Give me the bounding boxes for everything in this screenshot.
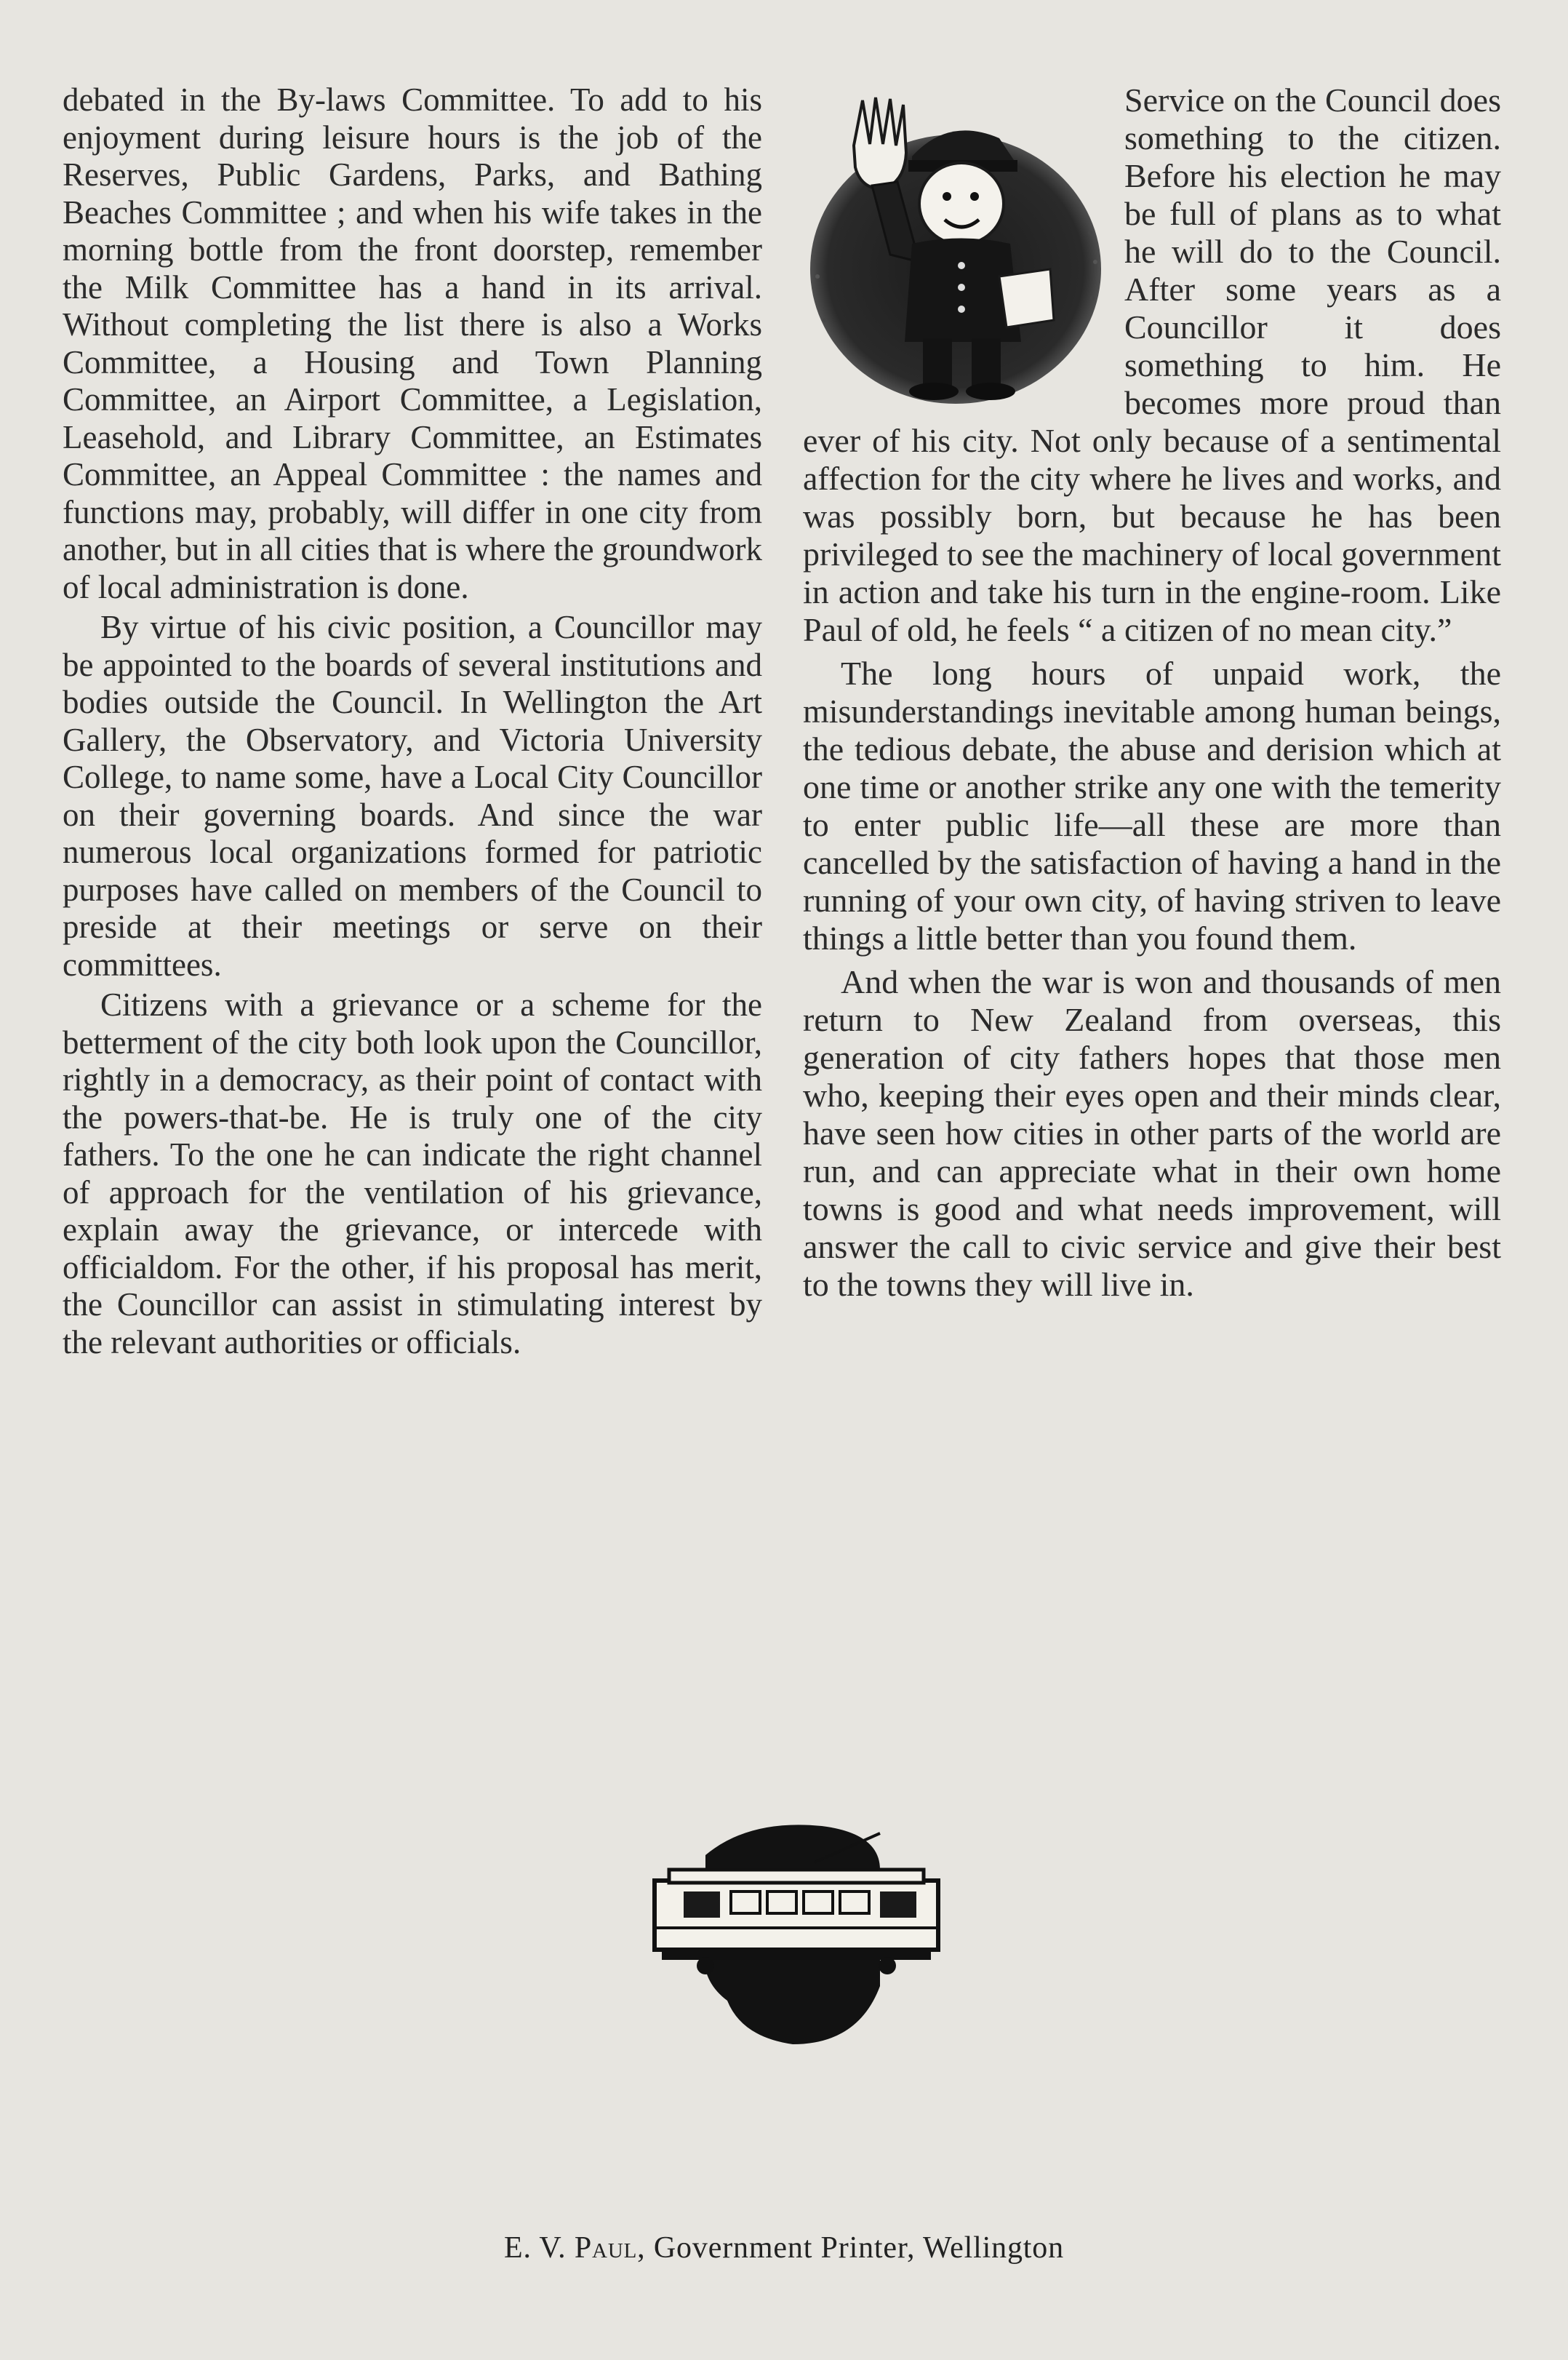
imprint-rest: Government Printer, Wellington <box>653 2231 1064 2265</box>
tram-illustration <box>640 1811 953 2052</box>
left-paragraph-1: debated in the By-laws Committee. To add to his enjoyment during leisure hours is the job of the Reserves, Public Gardens, Parks, and Bathing Beaches Committee ; and when his wife takes in the morning bottle from the front doorstep, remember the Milk Committee has a hand in its arrival. Without completing the list there is also a Works Committee, a Housing and Town Planning Committee, an Airport Committee, a Legislation, Leasehold, and Library Committee, an Estimates Committee, an Appeal Committee : the names and functions may, probably, will differ in one city from another, but in all cities that is where the groundwork of local administration is done. <box>63 81 762 605</box>
right-paragraph-2: The long hours of unpaid work, the misunderstandings inevitable among human beings, the tedious debate, the abuse and derision which at one time or another strike any one with the temerity to enter public life—all these are more than cancelled by the satisfaction of having a hand in the running of your own city, of having striven to leave things a little better than you found them. <box>803 655 1501 957</box>
left-paragraph-2: By virtue of his civic position, a Councillor may be appointed to the boards of several institutions and bodies outside the Council. In Wellington the Art Gallery, the Observatory, and Victoria University College, to name some, have a Local City Councillor on their governing boards. And since the war numerous local organizations formed for patriotic purposes have called on members of the Council to preside at their meetings or serve on their committees. <box>63 609 762 983</box>
imprint-initials: E. V. <box>504 2231 567 2265</box>
right-paragraph-1: Service on the Council does something to the citizen. Before his election he may be full of plans as to what he will do to the Council. After some years as a Councillor it does something to him. He becomes more proud than ever of his city. Not only because of a sentimental affection for the city where he lives and works, and was possibly born, but because he has been privileged to see the machinery of local government in action and take his turn in the engine-room. Like Paul of old, he feels “ a citizen of no mean city.” <box>803 81 1501 648</box>
left-paragraph-3: Citizens with a grievance or a scheme for the betterment of the city both look upon the Councillor, rightly in a democracy, as their point of contact with the powers-that-be. He is truly one of the city fathers. To the one he can indicate the right channel of approach for the ventilation of his grievance, explain away the grievance, or intercede with officialdom. For the other, if his proposal has merit, the Councillor can assist in stimulating interest by the relevant authorities or officials. <box>63 986 762 1360</box>
left-column <box>63 81 762 1361</box>
printer-imprint <box>0 2231 1568 2265</box>
councillor-illustration <box>803 87 1108 407</box>
imprint-surname: Paul, <box>574 2231 646 2265</box>
right-paragraph-3: And when the war is won and thousands of men return to New Zealand from overseas, this generation of city fathers hopes that those men who, keeping their eyes open and their minds clear, have seen how cities in other parts of the world are run, and can appreciate what in their own home towns is good and what needs improvement, will answer the call to civic service and give their best to the towns they will live in. <box>803 963 1501 1303</box>
right-column-lower <box>803 655 1501 1304</box>
right-column <box>803 81 1501 1304</box>
